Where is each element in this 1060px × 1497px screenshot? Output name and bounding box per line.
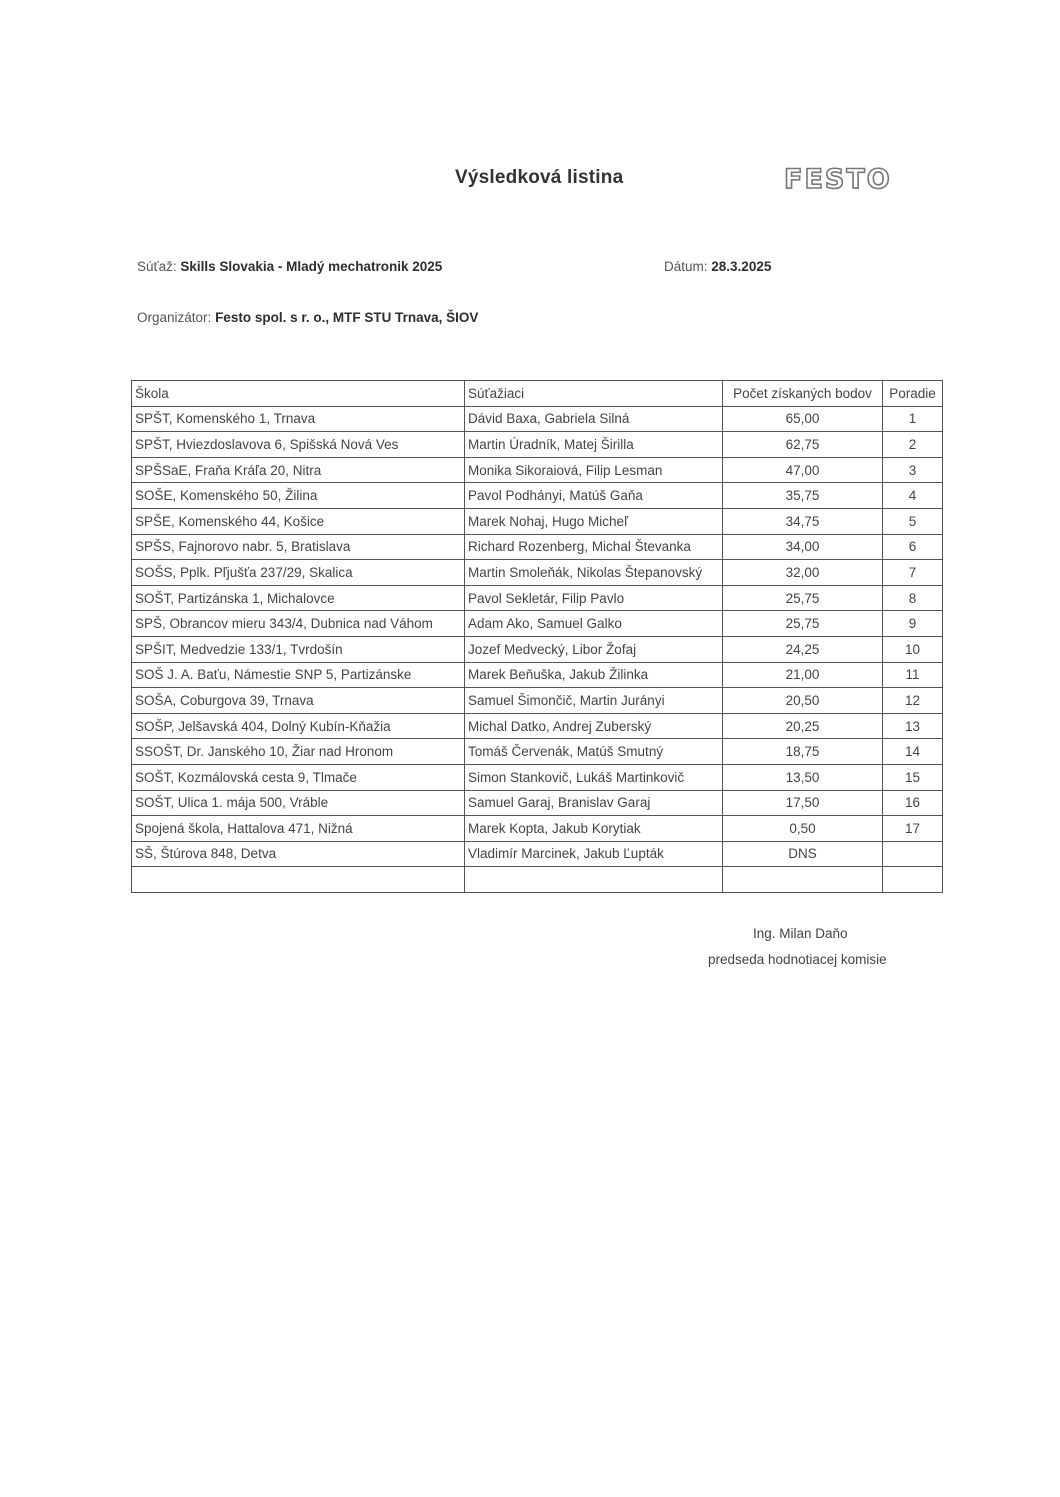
cell-rank: 6 xyxy=(883,534,943,560)
table-header-row xyxy=(132,381,943,407)
cell-rank: 12 xyxy=(883,688,943,714)
organizer-line xyxy=(137,310,478,325)
cell-school: SOŠP, Jelšavská 404, Dolný Kubín-Kňažia xyxy=(132,713,465,739)
competition-label: Súťaž: xyxy=(137,259,177,274)
signatory-name: Ing. Milan Daňo xyxy=(753,926,848,941)
cell-school: SPŠ, Obrancov mieru 343/4, Dubnica nad Váhom xyxy=(132,611,465,637)
cell-competitors: Tomáš Červenák, Matúš Smutný xyxy=(465,739,723,765)
cell-points: 35,75 xyxy=(723,483,883,509)
cell-school: SOŠ J. A. Baťu, Námestie SNP 5, Partizánske xyxy=(132,662,465,688)
table-row xyxy=(132,816,943,842)
cell-school: SPŠS, Fajnorovo nabr. 5, Bratislava xyxy=(132,534,465,560)
cell-competitors: Marek Beňuška, Jakub Žilinka xyxy=(465,662,723,688)
cell-points: 62,75 xyxy=(723,432,883,458)
table-row xyxy=(132,457,943,483)
cell-rank: 14 xyxy=(883,739,943,765)
cell-points: 34,00 xyxy=(723,534,883,560)
cell-school: SOŠT, Kozmálovská cesta 9, Tlmače xyxy=(132,764,465,790)
date-label: Dátum: xyxy=(664,259,708,274)
cell-school: SŠ, Štúrova 848, Detva xyxy=(132,841,465,867)
cell-points: 21,00 xyxy=(723,662,883,688)
cell-competitors: Simon Stankovič, Lukáš Martinkovič xyxy=(465,764,723,790)
header-rank: Poradie xyxy=(883,381,943,407)
cell-competitors: Pavol Sekletár, Filip Pavlo xyxy=(465,585,723,611)
cell-school: SOŠE, Komenského 50, Žilina xyxy=(132,483,465,509)
cell-school: SOŠA, Coburgova 39, Trnava xyxy=(132,688,465,714)
cell-competitors: Jozef Medvecký, Libor Žofaj xyxy=(465,636,723,662)
organizer-value: Festo spol. s r. o., MTF STU Trnava, ŠIOV xyxy=(215,310,479,325)
table-row xyxy=(132,764,943,790)
cell-rank: 10 xyxy=(883,636,943,662)
cell-competitors: Vladimír Marcinek, Jakub Ľupták xyxy=(465,841,723,867)
cell-competitors: Adam Ako, Samuel Galko xyxy=(465,611,723,637)
cell-points: 0,50 xyxy=(723,816,883,842)
competition-line xyxy=(137,259,442,274)
cell-competitors: Monika Sikoraiová, Filip Lesman xyxy=(465,457,723,483)
header-school: Škola xyxy=(132,381,465,407)
cell-rank: 1 xyxy=(883,406,943,432)
table-row xyxy=(132,483,943,509)
cell-competitors: Pavol Podhányi, Matúš Gaňa xyxy=(465,483,723,509)
cell-competitors: Michal Datko, Andrej Zuberský xyxy=(465,713,723,739)
cell-rank: 16 xyxy=(883,790,943,816)
cell-points: 24,25 xyxy=(723,636,883,662)
festo-logo: FESTO xyxy=(784,164,892,195)
organizer-label: Organizátor: xyxy=(137,310,212,325)
signatory-role: predseda hodnotiacej komisie xyxy=(708,952,887,967)
cell-rank: 13 xyxy=(883,713,943,739)
cell-rank: 4 xyxy=(883,483,943,509)
cell-points: 13,50 xyxy=(723,764,883,790)
table-row xyxy=(132,662,943,688)
table-row xyxy=(132,611,943,637)
cell-rank: 17 xyxy=(883,816,943,842)
cell-rank: 8 xyxy=(883,585,943,611)
cell-points: 65,00 xyxy=(723,406,883,432)
table-row xyxy=(132,790,943,816)
table-row xyxy=(132,636,943,662)
cell-school: SOŠS, Pplk. Pľjušťa 237/29, Skalica xyxy=(132,560,465,586)
cell-points: 25,75 xyxy=(723,611,883,637)
table-row xyxy=(132,585,943,611)
table-row xyxy=(132,560,943,586)
cell-rank: 2 xyxy=(883,432,943,458)
results-table xyxy=(131,380,943,893)
table-row xyxy=(132,534,943,560)
header-competitors: Súťažiaci xyxy=(465,381,723,407)
date-line xyxy=(664,259,771,274)
cell-points: 18,75 xyxy=(723,739,883,765)
cell-rank: 9 xyxy=(883,611,943,637)
header-points: Počet získaných bodov xyxy=(723,381,883,407)
cell-points: 47,00 xyxy=(723,457,883,483)
cell-competitors: Martin Smoleňák, Nikolas Štepanovský xyxy=(465,560,723,586)
date-value: 28.3.2025 xyxy=(711,259,772,274)
cell-rank: 7 xyxy=(883,560,943,586)
cell-rank: 3 xyxy=(883,457,943,483)
table-row xyxy=(132,406,943,432)
cell-points: 20,50 xyxy=(723,688,883,714)
cell-competitors: Samuel Šimončič, Martin Jurányi xyxy=(465,688,723,714)
cell-points xyxy=(723,867,883,893)
cell-points: 32,00 xyxy=(723,560,883,586)
table-row xyxy=(132,739,943,765)
cell-competitors: Richard Rozenberg, Michal Števanka xyxy=(465,534,723,560)
cell-rank: 11 xyxy=(883,662,943,688)
cell-rank: 15 xyxy=(883,764,943,790)
cell-competitors xyxy=(465,867,723,893)
cell-school xyxy=(132,867,465,893)
cell-school: SPŠIT, Medvedzie 133/1, Tvrdošín xyxy=(132,636,465,662)
cell-school: SOŠT, Ulica 1. mája 500, Vráble xyxy=(132,790,465,816)
cell-competitors: Marek Nohaj, Hugo Micheľ xyxy=(465,508,723,534)
table-row xyxy=(132,688,943,714)
cell-rank xyxy=(883,867,943,893)
page-title: Výsledková listina xyxy=(455,167,624,188)
cell-school: SPŠT, Hviezdoslavova 6, Spišská Nová Ves xyxy=(132,432,465,458)
cell-points: 20,25 xyxy=(723,713,883,739)
cell-rank: 5 xyxy=(883,508,943,534)
competition-value: Skills Slovakia - Mladý mechatronik 2025 xyxy=(180,259,443,274)
cell-rank xyxy=(883,841,943,867)
table-row xyxy=(132,432,943,458)
cell-points: DNS xyxy=(723,841,883,867)
cell-competitors: Dávid Baxa, Gabriela Silná xyxy=(465,406,723,432)
table-row xyxy=(132,867,943,893)
table-row xyxy=(132,841,943,867)
table-row xyxy=(132,508,943,534)
table-row xyxy=(132,713,943,739)
cell-school: SPŠE, Komenského 44, Košice xyxy=(132,508,465,534)
cell-points: 17,50 xyxy=(723,790,883,816)
cell-school: SPŠT, Komenského 1, Trnava xyxy=(132,406,465,432)
cell-school: Spojená škola, Hattalova 471, Nižná xyxy=(132,816,465,842)
cell-competitors: Martin Úradník, Matej Širilla xyxy=(465,432,723,458)
cell-points: 34,75 xyxy=(723,508,883,534)
cell-points: 25,75 xyxy=(723,585,883,611)
cell-competitors: Samuel Garaj, Branislav Garaj xyxy=(465,790,723,816)
cell-school: SSOŠT, Dr. Janského 10, Žiar nad Hronom xyxy=(132,739,465,765)
cell-school: SOŠT, Partizánska 1, Michalovce xyxy=(132,585,465,611)
cell-school: SPŠSaE, Fraňa Kráľa 20, Nitra xyxy=(132,457,465,483)
cell-competitors: Marek Kopta, Jakub Korytiak xyxy=(465,816,723,842)
